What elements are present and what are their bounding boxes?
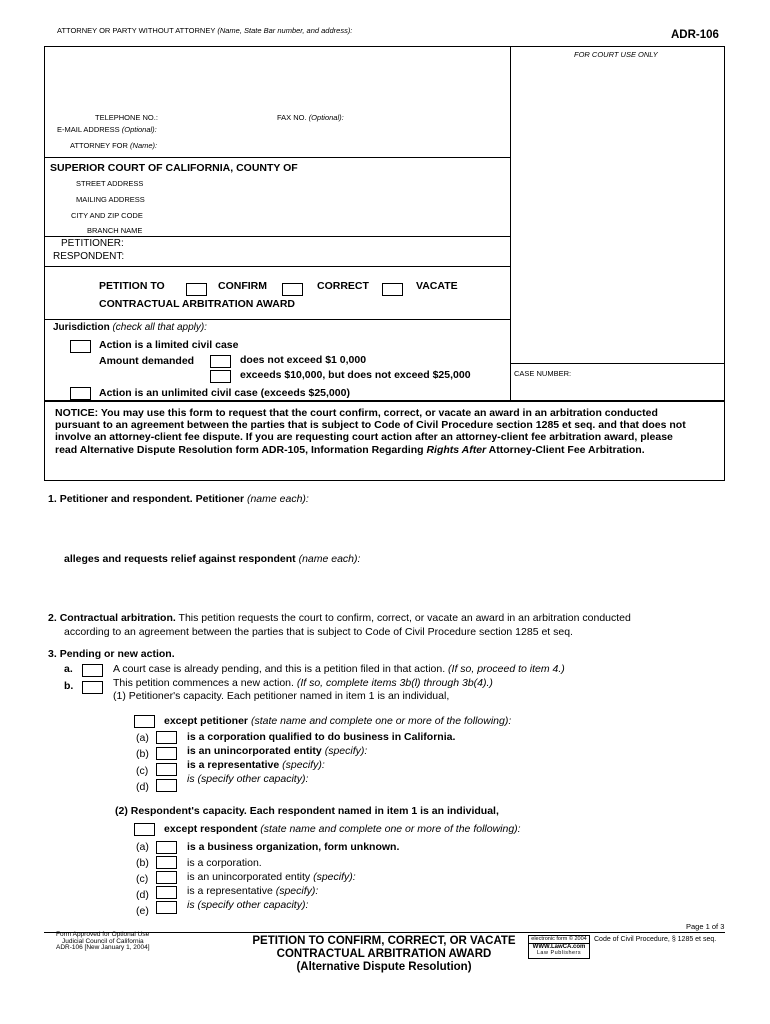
item3b1-text: (1) Petitioner's capacity. Each petitioner named in item 1 is an individual, bbox=[113, 690, 450, 702]
resp-a-text: is a business organization, form unknown. bbox=[187, 841, 400, 853]
pet-c-checkbox[interactable] bbox=[156, 763, 177, 776]
item3a-text: A court case is already pending, and this is a petition filed in that action. (If so, proceed to item 4.) bbox=[113, 663, 565, 675]
unlimited-civil-label: Action is an unlimited civil case (exceeds $25,000) bbox=[99, 387, 350, 399]
exceeds-10000-label: exceeds $10,000, but does not exceed $25,000 bbox=[240, 369, 471, 381]
court-use-divider bbox=[510, 46, 511, 401]
resp-c-letter: (c) bbox=[136, 873, 149, 885]
divider bbox=[44, 266, 510, 267]
city-zip-label: CITY AND ZIP CODE bbox=[71, 211, 143, 220]
court-use-only-label: FOR COURT USE ONLY bbox=[574, 50, 658, 59]
pet-a-checkbox[interactable] bbox=[156, 731, 177, 744]
limited-civil-checkbox[interactable] bbox=[70, 340, 91, 353]
resp-c-text: is an unincorporated entity (specify): bbox=[187, 871, 356, 883]
resp-d-text: is a representative (specify): bbox=[187, 885, 319, 897]
resp-e-checkbox[interactable] bbox=[156, 901, 177, 914]
pet-b-letter: (b) bbox=[136, 748, 149, 760]
resp-d-checkbox[interactable] bbox=[156, 886, 177, 899]
mailing-address-label: MAILING ADDRESS bbox=[76, 195, 145, 204]
unlimited-civil-checkbox[interactable] bbox=[70, 387, 91, 400]
court-title: SUPERIOR COURT OF CALIFORNIA, COUNTY OF bbox=[50, 162, 298, 174]
publisher-stamp: electronic form © 2004 WWW.LawCA.com Law Publishers bbox=[528, 935, 590, 959]
limited-civil-label: Action is a limited civil case bbox=[99, 339, 239, 351]
divider bbox=[44, 319, 510, 320]
resp-e-letter: (e) bbox=[136, 905, 149, 917]
item2-line1: 2. Contractual arbitration. This petition requests the court to confirm, correct, or vacate an award in an arbitration conducted bbox=[48, 612, 631, 624]
resp-b-text: is a corporation. bbox=[187, 857, 262, 869]
case-number-label: CASE NUMBER: bbox=[514, 369, 572, 378]
resp-e-text: is (specify other capacity): bbox=[187, 899, 309, 911]
amount-demanded-label: Amount demanded bbox=[99, 355, 195, 367]
approved-text: Form Approved for Optional Use Judicial Council of California ADR-106 [New January 1, 2004] bbox=[56, 931, 150, 951]
resp-a-checkbox[interactable] bbox=[156, 841, 177, 854]
notice-text: NOTICE: You may use this form to request that the court confirm, correct, or vacate an award in an arbitration conducted pursuant to an agreement between the parties that is subject to Code of Civil Procedure section 1285 et seq. and that does not involve an attorney-client fee dispute. If you are requesting court action after an attorney-client fee arbitration award, please read Alternative Dispute Resolution form ADR-105, Information Regarding Rights After Attorney-Client Fee Arbitration. bbox=[55, 407, 686, 456]
except-petitioner-text: except petitioner (state name and complete one or more of the following): bbox=[164, 715, 512, 727]
divider bbox=[44, 157, 510, 158]
code-reference: Code of Civil Procedure, § 1285 et seq. bbox=[594, 936, 717, 943]
except-respondent-text: except respondent (state name and complete one or more of the following): bbox=[164, 823, 521, 835]
case-number-divider bbox=[510, 363, 725, 364]
email-label: E-MAIL ADDRESS (Optional): bbox=[57, 125, 157, 134]
pet-d-letter: (d) bbox=[136, 781, 149, 793]
correct-label: CORRECT bbox=[317, 280, 369, 292]
pet-b-text: is an unincorporated entity (specify): bbox=[187, 745, 368, 757]
pet-c-letter: (c) bbox=[136, 765, 149, 777]
vacate-label: VACATE bbox=[416, 280, 458, 292]
item3b-text: This petition commences a new action. (If so, complete items 3b(l) through 3b(4).) bbox=[113, 677, 493, 689]
except-respondent-checkbox[interactable] bbox=[134, 823, 155, 836]
item1-alleges: alleges and requests relief against respondent (name each): bbox=[64, 553, 361, 565]
item3b-letter: b. bbox=[64, 680, 74, 692]
item3-heading: 3. Pending or new action. bbox=[48, 648, 175, 660]
resp-a-letter: (a) bbox=[136, 841, 149, 853]
item3a-checkbox[interactable] bbox=[82, 664, 103, 677]
resp-b-checkbox[interactable] bbox=[156, 856, 177, 869]
page-number: Page 1 of 3 bbox=[686, 922, 725, 931]
not-exceed-10000-label: does not exceed $1 0,000 bbox=[240, 354, 367, 366]
item3b-checkbox[interactable] bbox=[82, 681, 103, 694]
resp-d-letter: (d) bbox=[136, 889, 149, 901]
telephone-label: TELEPHONE NO.: bbox=[95, 113, 158, 122]
pet-a-text: is a corporation qualified to do business in California. bbox=[187, 731, 456, 743]
jurisdiction-label: Jurisdiction (check all that apply): bbox=[53, 322, 207, 333]
divider bbox=[44, 236, 510, 237]
confirm-label: CONFIRM bbox=[218, 280, 267, 292]
item3b2-text: (2) Respondent's capacity. Each respondent named in item 1 is an individual, bbox=[115, 805, 499, 817]
exceeds-10000-checkbox[interactable] bbox=[210, 370, 231, 383]
pet-b-checkbox[interactable] bbox=[156, 747, 177, 760]
item2-line2: according to an agreement between the parties that is subject to Code of Civil Procedure section 1285 et seq. bbox=[64, 626, 573, 638]
footer-title: PETITION TO CONFIRM, CORRECT, OR VACATE CONTRACTUAL ARBITRATION AWARD (Alternative Dispute Resolution) bbox=[252, 935, 516, 973]
respondent-label: RESPONDENT: bbox=[53, 251, 125, 262]
confirm-checkbox[interactable] bbox=[186, 283, 207, 296]
fax-label: FAX NO. (Optional): bbox=[277, 113, 344, 122]
petition-to-label: PETITION TO bbox=[99, 280, 165, 292]
vacate-checkbox[interactable] bbox=[382, 283, 403, 296]
not-exceed-10000-checkbox[interactable] bbox=[210, 355, 231, 368]
correct-checkbox[interactable] bbox=[282, 283, 303, 296]
pet-a-letter: (a) bbox=[136, 732, 149, 744]
item3a-letter: a. bbox=[64, 663, 73, 675]
pet-d-checkbox[interactable] bbox=[156, 779, 177, 792]
branch-name-label: BRANCH NAME bbox=[87, 226, 143, 235]
petitioner-label: PETITIONER: bbox=[61, 238, 124, 249]
except-petitioner-checkbox[interactable] bbox=[134, 715, 155, 728]
attorney-label: ATTORNEY OR PARTY WITHOUT ATTORNEY (Name, State Bar number, and address): bbox=[57, 26, 353, 35]
form-id: ADR-106 bbox=[671, 29, 719, 41]
resp-c-checkbox[interactable] bbox=[156, 871, 177, 884]
pet-d-text: is (specify other capacity): bbox=[187, 773, 309, 785]
resp-b-letter: (b) bbox=[136, 857, 149, 869]
pet-c-text: is a representative (specify): bbox=[187, 759, 325, 771]
award-title: CONTRACTUAL ARBITRATION AWARD bbox=[99, 298, 295, 310]
attorney-for-label: ATTORNEY FOR (Name): bbox=[70, 141, 158, 150]
item1-heading: 1. Petitioner and respondent. Petitioner (name each): bbox=[48, 493, 309, 505]
street-address-label: STREET ADDRESS bbox=[76, 179, 144, 188]
